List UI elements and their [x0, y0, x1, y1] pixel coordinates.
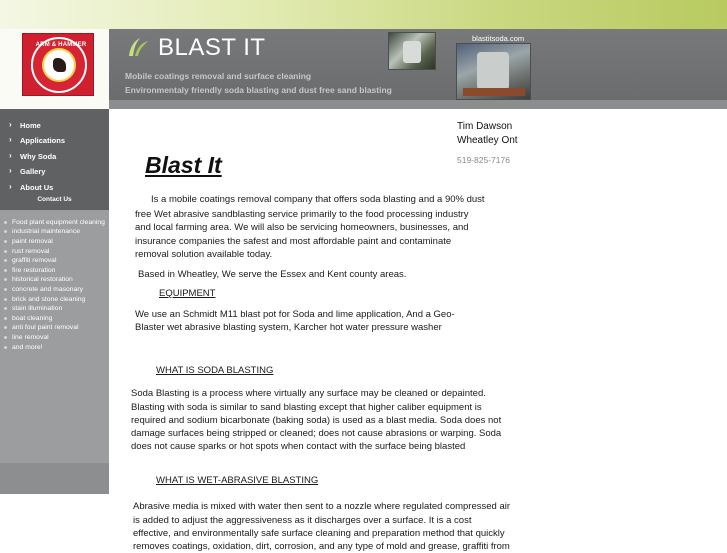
bullet-icon: [4, 317, 7, 320]
logo-text: ARM & HAMMER: [35, 42, 87, 48]
bullet-icon: [4, 298, 7, 301]
nav-item-label: Applications: [20, 136, 66, 145]
blast-pot-image: [403, 41, 421, 63]
service-item: [4, 257, 56, 264]
soda-line: Soda Blasting is a process where virtually any surface may be cleaned or depainted.: [131, 388, 486, 399]
equipment-photo-small: [388, 32, 436, 70]
contact-name: Tim Dawson: [457, 121, 513, 132]
soda-line: does not cause sparks or hot spots when contact with the surface being blasted: [131, 441, 466, 452]
nav-item-why-soda[interactable]: [0, 149, 109, 164]
bullet-icon: [4, 230, 7, 233]
service-item: [4, 238, 53, 245]
soda-line: Blasting with soda is similar to sand blasting except that higher caliber equipment is: [131, 402, 482, 413]
service-label: historical restoration: [12, 276, 73, 283]
wet-line: Abrasive media is mixed with water then sent to a nozzle where regulated compressed air: [133, 501, 511, 512]
service-item: [4, 296, 85, 303]
nav-item-home[interactable]: [0, 118, 109, 133]
top-accent-band: [0, 0, 727, 29]
logo-seal: [31, 37, 87, 93]
bullet-icon: [4, 250, 7, 253]
leaf-icon: [126, 35, 150, 59]
chevron-right-icon: ›: [9, 120, 12, 129]
intro-line: removal solution available today.: [135, 249, 273, 260]
service-label: Food plant equipment cleaning: [12, 219, 105, 226]
wet-line: is added to adjust the aggressiveness as it discharges over a surface. It is a cost: [133, 515, 472, 526]
brand-title: BLAST IT: [158, 34, 266, 61]
bullet-icon: [4, 336, 7, 339]
soda-blasting-heading: WHAT IS SODA BLASTING: [156, 365, 274, 376]
service-label: rust removal: [12, 248, 50, 255]
service-label: industrial maintenance: [12, 228, 81, 235]
nav-item-about-us[interactable]: [0, 180, 109, 195]
bullet-icon: [4, 326, 7, 329]
nav-item-label: Why Soda: [20, 152, 57, 161]
nav-item-label: Home: [20, 121, 41, 130]
intro-line: insurance companies the safest and most affordable paint and contaminate: [135, 236, 452, 247]
soda-line: damage surfaces being stripped or cleaned; does not cause abrasions or warping. Soda: [131, 428, 502, 439]
equipment-line: Blaster wet abrasive blasting system, Karcher hot water pressure washer: [135, 322, 442, 333]
nav-item-label: About Us: [20, 183, 54, 192]
service-item: [4, 344, 43, 351]
wet-abrasive-heading: WHAT IS WET-ABRASIVE BLASTING: [156, 475, 319, 486]
service-item: [4, 324, 79, 331]
service-item: [4, 248, 49, 255]
nav-item-label: Gallery: [20, 167, 46, 176]
service-item: [4, 305, 62, 312]
tagline-primary: Mobile coatings removal and surface cleaning: [125, 71, 312, 81]
bullet-icon: [4, 269, 7, 272]
service-label: graffiti removal: [12, 257, 57, 264]
hammer-arm-icon: [53, 58, 66, 72]
intro-line: free Wet abrasive sandblasting service primarily to the food processing industry: [135, 209, 469, 220]
service-label: and more!: [12, 344, 43, 351]
service-area-text: Based in Wheatley, We serve the Essex and Kent county areas.: [138, 269, 407, 280]
soda-line: required and sodium bicarbonate (baking soda) is used as a blast media. Soda does not: [131, 415, 502, 426]
service-item: [4, 286, 83, 293]
service-item: [4, 315, 52, 322]
contact-phone: 519-825-7176: [457, 155, 510, 165]
chevron-right-icon: ›: [9, 166, 12, 175]
service-label: concrete and masonary: [12, 286, 84, 293]
intro-line: and local farming area. We will also be servicing homeowners, businesses, and: [135, 222, 469, 233]
service-label: brick and stone cleaning: [12, 296, 86, 303]
bullet-icon: [4, 288, 7, 291]
equipment-heading: EQUIPMENT: [159, 288, 216, 299]
service-label: paint removal: [12, 238, 53, 245]
trailer-base-image: [463, 88, 525, 96]
service-item: [4, 219, 105, 226]
blaster-tank-image: [477, 52, 509, 90]
service-item: [4, 334, 49, 341]
service-label: line removal: [12, 334, 49, 341]
page-title: Blast It: [145, 152, 222, 178]
service-label: fire restoration: [12, 267, 56, 274]
wet-line: removes coatings, oxidation, dirt, corrosion, and any type of mold and grease, graffiti from: [133, 541, 510, 552]
bullet-icon: [4, 307, 7, 310]
bullet-icon: [4, 259, 7, 262]
bullet-icon: [4, 221, 7, 224]
nav-item-applications[interactable]: [0, 133, 109, 148]
bullet-icon: [4, 240, 7, 243]
logo-inner-circle: [42, 48, 76, 82]
intro-line: Is a mobile coatings removal company that offers soda blasting and a 90% dust: [151, 194, 485, 205]
chevron-right-icon: ›: [9, 182, 12, 191]
chevron-right-icon: ›: [9, 151, 12, 160]
bullet-icon: [4, 346, 7, 349]
service-item: [4, 276, 73, 283]
nav-item-gallery[interactable]: [0, 164, 109, 179]
equipment-photo-large: [456, 43, 531, 100]
tagline-secondary: Environmentaly friendly soda blasting and dust free sand blasting: [125, 85, 392, 95]
equipment-line: We use an Schmidt M11 blast pot for Soda and lime application, And a Geo-: [135, 309, 455, 320]
contact-town: Wheatley Ont: [457, 135, 518, 146]
service-item: [4, 267, 55, 274]
website-caption: blastitsoda.com: [472, 34, 525, 43]
header-banner-shade: [109, 100, 727, 109]
chevron-right-icon: ›: [9, 135, 12, 144]
bullet-icon: [4, 278, 7, 281]
wet-line: effective, and environmentally safe surface cleaning and preparation method that quickly: [133, 528, 505, 539]
sidebar-footer: [0, 463, 109, 494]
service-item: [4, 228, 80, 235]
service-label: boat cleaning: [12, 315, 53, 322]
nav-item-contact-us[interactable]: Contact Us: [37, 196, 72, 203]
service-label: anti foul paint removal: [12, 324, 79, 331]
service-label: stain illumination: [12, 305, 63, 312]
arm-and-hammer-logo[interactable]: [22, 33, 94, 96]
